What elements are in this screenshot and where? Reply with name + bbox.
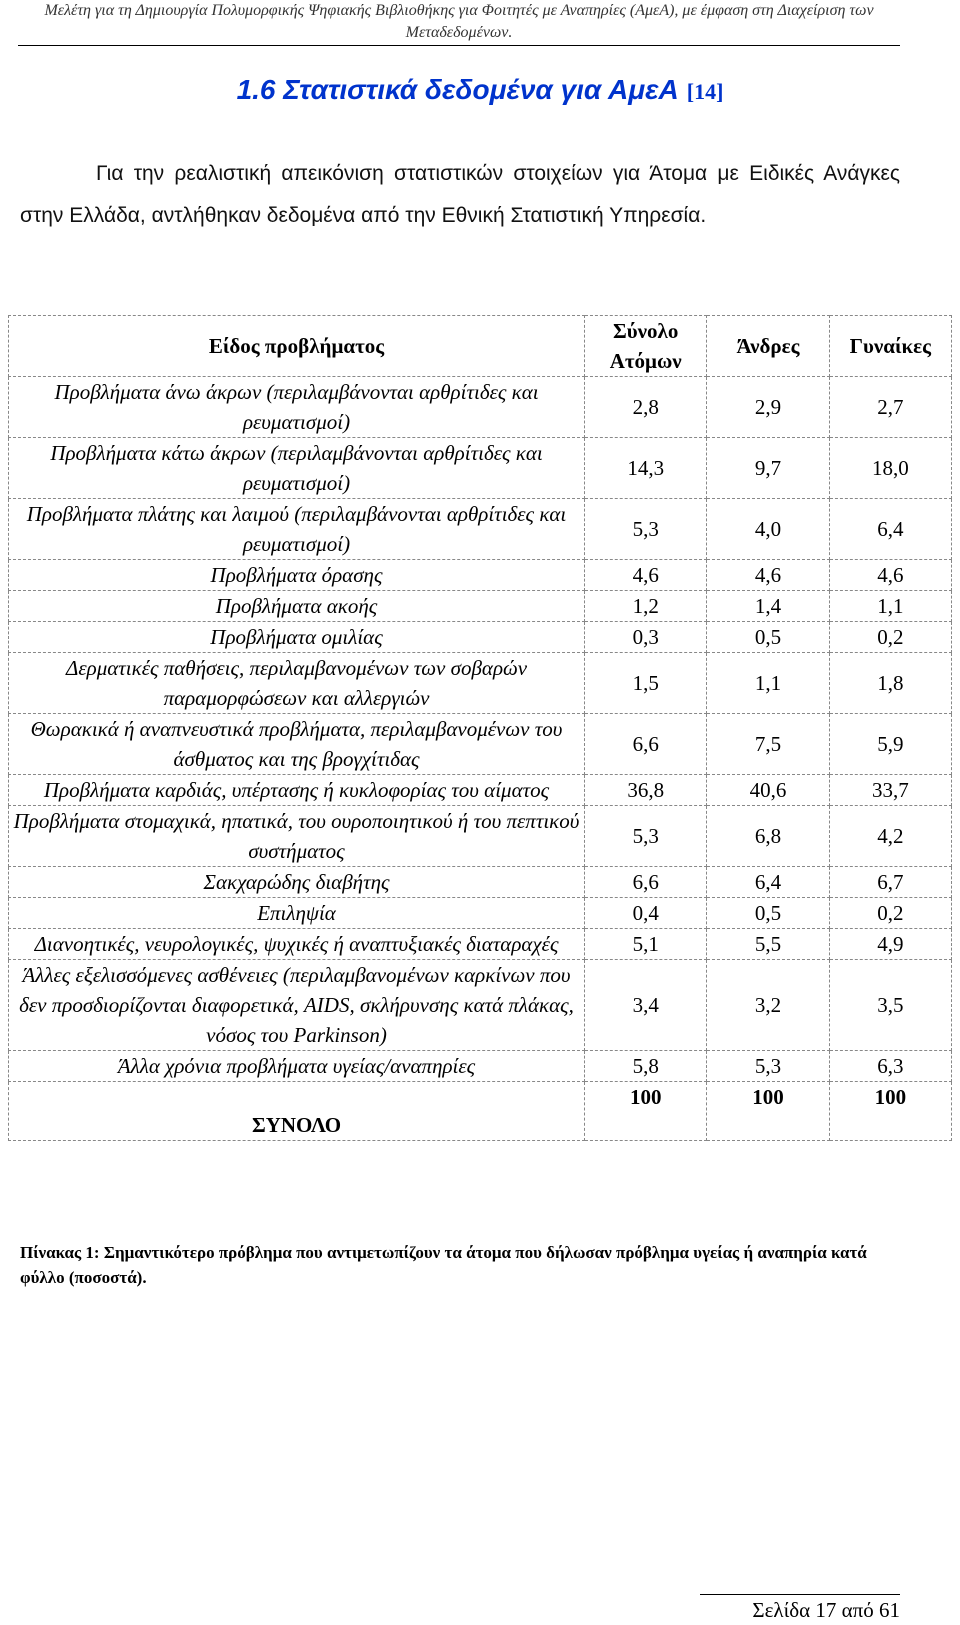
table-row <box>9 622 952 653</box>
value-cell: 3,2 <box>707 960 829 1051</box>
value-cell: 14,3 <box>585 438 707 499</box>
problem-type-cell: Προβλήματα όρασης <box>9 560 585 591</box>
value-cell: 5,8 <box>585 1051 707 1082</box>
section-title-text: 1.6 Στατιστικά δεδομένα για ΑμεΑ <box>236 74 679 105</box>
value-cell: 5,5 <box>707 929 829 960</box>
table-body <box>9 377 952 1141</box>
table-caption: Πίνακας 1: Σημαντικότερο πρόβλημα που αντιμετωπίζουν τα άτομα που δήλωσαν πρόβλημα υγείας ή αναπηρία κατά φύλλο (ποσοστά). <box>20 1243 867 1287</box>
table-row <box>9 714 952 775</box>
value-cell: 6,6 <box>585 867 707 898</box>
column-header: Σύνολο Ατόμων <box>585 316 707 377</box>
value-cell: 5,1 <box>585 929 707 960</box>
problem-type-cell: Άλλα χρόνια προβλήματα υγείας/αναπηρίες <box>9 1051 585 1082</box>
table-row <box>9 929 952 960</box>
value-cell: 9,7 <box>707 438 829 499</box>
table-row <box>9 499 952 560</box>
total-label: ΣΥΝΟΛΟ <box>9 1082 585 1141</box>
value-cell: 6,6 <box>585 714 707 775</box>
problem-type-cell: Διανοητικές, νευρολογικές, ψυχικές ή αναπτυξιακές διαταραχές <box>9 929 585 960</box>
problem-type-cell: Προβλήματα άνω άκρων (περιλαμβάνονται αρθρίτιδες και ρευματισμοί) <box>9 377 585 438</box>
value-cell: 4,6 <box>585 560 707 591</box>
problem-type-cell: Σακχαρώδης διαβήτης <box>9 867 585 898</box>
value-cell: 4,9 <box>829 929 951 960</box>
reference-link[interactable]: [14] <box>686 79 724 104</box>
value-cell: 0,4 <box>585 898 707 929</box>
value-cell: 36,8 <box>585 775 707 806</box>
value-cell: 3,5 <box>829 960 951 1051</box>
value-cell: 5,3 <box>585 499 707 560</box>
statistics-table <box>8 315 952 1141</box>
table-row <box>9 775 952 806</box>
total-value: 100 <box>585 1082 707 1141</box>
value-cell: 6,8 <box>707 806 829 867</box>
running-header: Μελέτη για τη Δημιουργία Πολυμορφικής Ψηφιακής Βιβλιοθήκης για Φοιτητές με Αναπηρίες (ΑμεΑ), με έμφαση στη Διαχείριση των Μεταδεδομένων. <box>18 0 900 46</box>
value-cell: 5,3 <box>585 806 707 867</box>
total-value: 100 <box>829 1082 951 1141</box>
section-title <box>0 74 960 106</box>
value-cell: 1,1 <box>829 591 951 622</box>
table-row <box>9 591 952 622</box>
value-cell: 0,2 <box>829 898 951 929</box>
problem-type-cell: Προβλήματα στομαχικά, ηπατικά, του ουροποιητικού ή του πεπτικού συστήματος <box>9 806 585 867</box>
value-cell: 0,5 <box>707 622 829 653</box>
value-cell: 4,6 <box>707 560 829 591</box>
table-row <box>9 806 952 867</box>
total-row <box>9 1082 952 1141</box>
column-header: Είδος προβλήματος <box>9 316 585 377</box>
problem-type-cell: Προβλήματα κάτω άκρων (περιλαμβάνονται αρθρίτιδες και ρευματισμοί) <box>9 438 585 499</box>
problem-type-cell: Προβλήματα ομιλίας <box>9 622 585 653</box>
problem-type-cell: Επιληψία <box>9 898 585 929</box>
value-cell: 0,2 <box>829 622 951 653</box>
value-cell: 18,0 <box>829 438 951 499</box>
page-number: Σελίδα 17 από 61 <box>752 1598 900 1622</box>
table-row <box>9 377 952 438</box>
problem-type-cell: Προβλήματα καρδιάς, υπέρτασης ή κυκλοφορίας του αίματος <box>9 775 585 806</box>
table-row <box>9 653 952 714</box>
value-cell: 6,4 <box>707 867 829 898</box>
problem-type-cell: Προβλήματα ακοής <box>9 591 585 622</box>
table-row <box>9 560 952 591</box>
value-cell: 3,4 <box>585 960 707 1051</box>
value-cell: 6,3 <box>829 1051 951 1082</box>
value-cell: 4,0 <box>707 499 829 560</box>
column-header: Γυναίκες <box>829 316 951 377</box>
problem-type-cell: Άλλες εξελισσόμενες ασθένειες (περιλαμβανομένων καρκίνων που δεν προσδιορίζονται διαφορετικά, AIDS, σκλήρυνσης κατά πλάκας, νόσος του Parkinson) <box>9 960 585 1051</box>
value-cell: 2,8 <box>585 377 707 438</box>
table-row <box>9 438 952 499</box>
value-cell: 6,7 <box>829 867 951 898</box>
problem-type-cell: Προβλήματα πλάτης και λαιμού (περιλαμβάνονται αρθρίτιδες και ρευματισμοί) <box>9 499 585 560</box>
value-cell: 5,3 <box>707 1051 829 1082</box>
problem-type-cell: Θωρακικά ή αναπνευστικά προβλήματα, περιλαμβανομένων του άσθματος και της βρογχίτιδας <box>9 714 585 775</box>
table-row <box>9 898 952 929</box>
value-cell: 4,6 <box>829 560 951 591</box>
table-row <box>9 1051 952 1082</box>
value-cell: 0,5 <box>707 898 829 929</box>
value-cell: 1,4 <box>707 591 829 622</box>
intro-paragraph: Για την ρεαλιστική απεικόνιση στατιστικών στοιχείων για Άτομα με Ειδικές Ανάγκες στην Ελλάδα, αντλήθηκαν δεδομένα από την Εθνική Στατιστική Υπηρεσία. <box>20 162 900 227</box>
value-cell: 1,2 <box>585 591 707 622</box>
value-cell: 2,9 <box>707 377 829 438</box>
value-cell: 6,4 <box>829 499 951 560</box>
value-cell: 2,7 <box>829 377 951 438</box>
value-cell: 33,7 <box>829 775 951 806</box>
footer-divider <box>700 1594 900 1595</box>
column-header: Άνδρες <box>707 316 829 377</box>
value-cell: 7,5 <box>707 714 829 775</box>
table-row <box>9 960 952 1051</box>
table-header-row <box>9 316 952 377</box>
value-cell: 4,2 <box>829 806 951 867</box>
value-cell: 5,9 <box>829 714 951 775</box>
value-cell: 1,5 <box>585 653 707 714</box>
table-row <box>9 867 952 898</box>
value-cell: 1,1 <box>707 653 829 714</box>
total-value: 100 <box>707 1082 829 1141</box>
value-cell: 40,6 <box>707 775 829 806</box>
value-cell: 1,8 <box>829 653 951 714</box>
problem-type-cell: Δερματικές παθήσεις, περιλαμβανομένων των σοβαρών παραμορφώσεων και αλλεργιών <box>9 653 585 714</box>
value-cell: 0,3 <box>585 622 707 653</box>
